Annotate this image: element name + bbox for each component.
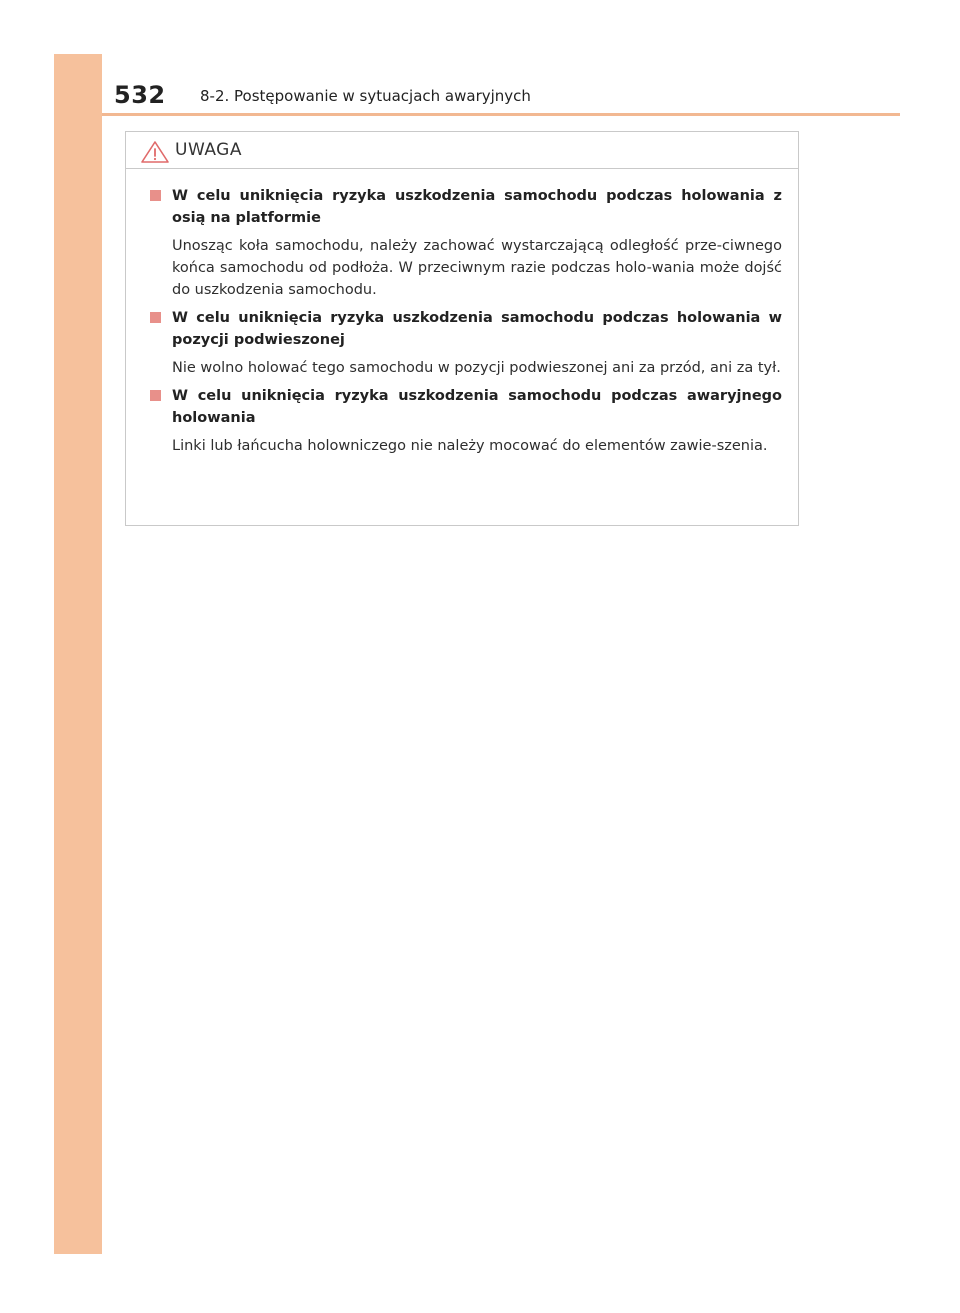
- side-color-band: [54, 54, 102, 1254]
- warning-triangle-icon: [140, 140, 170, 164]
- caution-item-body: Linki lub łańcucha holowniczego nie należy mocować do elementów zawie-szenia.: [172, 438, 768, 454]
- caution-box: [125, 131, 799, 526]
- caution-item-body: Unosząc koła samochodu, należy zachować wystarczającą odległość prze-ciwnego końca samochodu od podłoża. W przeciwnym razie podczas holo-wania może dojść do uszkodzenia samochodu.: [172, 238, 782, 298]
- caution-header: [126, 132, 798, 169]
- caution-item-title-text: W celu uniknięcia ryzyka uszkodzenia samochodu podczas holowania w pozycji podwieszonej: [172, 310, 782, 348]
- caution-item-body: Nie wolno holować tego samochodu w pozycji podwieszonej ani za przód, ani za tył.: [172, 360, 781, 376]
- square-bullet-icon: [150, 190, 161, 201]
- caution-item-title-text: W celu uniknięcia ryzyka uszkodzenia samochodu podczas holowania z osią na platformie: [172, 188, 782, 226]
- caution-label: UWAGA: [175, 140, 242, 160]
- header-rule: [102, 113, 900, 116]
- section-title: 8-2. Postępowanie w sytuacjach awaryjnych: [200, 87, 531, 105]
- page-number: 532: [114, 81, 166, 109]
- caution-item: [150, 307, 782, 379]
- caution-items: [126, 169, 798, 457]
- caution-item-title: [150, 385, 782, 429]
- square-bullet-icon: [150, 312, 161, 323]
- caution-item: [150, 185, 782, 301]
- square-bullet-icon: [150, 390, 161, 401]
- caution-item-title: [150, 307, 782, 351]
- page-header: [102, 54, 900, 114]
- caution-item-title: [150, 185, 782, 229]
- caution-item: [150, 385, 782, 457]
- caution-item-title-text: W celu uniknięcia ryzyka uszkodzenia samochodu podczas awaryjnego holowania: [172, 388, 782, 426]
